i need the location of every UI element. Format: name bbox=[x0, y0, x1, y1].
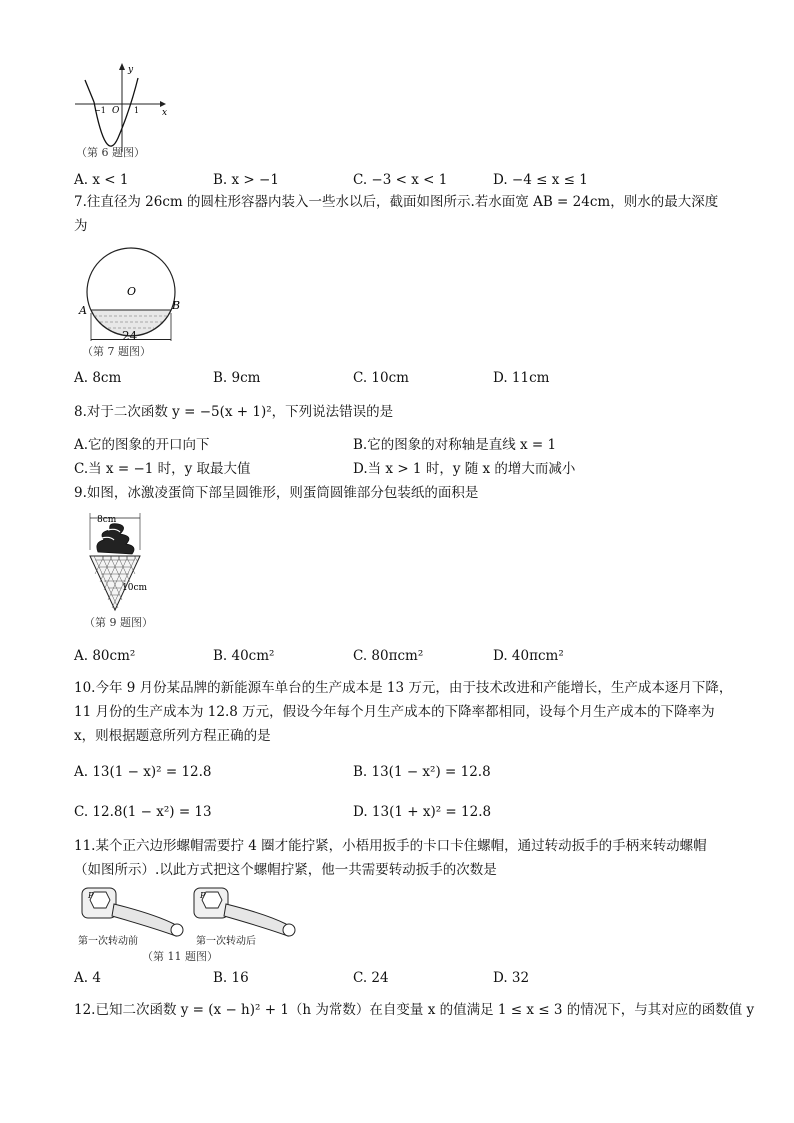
q6-label-one: 1 bbox=[134, 106, 140, 115]
q9-stem: 9.如图，冰激凌蛋筒下部呈圆锥形，则蛋筒圆锥部分包装纸的面积是 bbox=[74, 485, 479, 501]
q8-option-c: C.当 x = −1 时，y 取最大值 bbox=[74, 461, 251, 477]
q6-y-arrow bbox=[119, 63, 125, 70]
q6-label-x: x bbox=[162, 108, 168, 118]
q7-option-b: B. 9cm bbox=[213, 370, 261, 386]
q11-wrench-right bbox=[194, 888, 295, 936]
q11-stem-line2: （如图所示）.以此方式把这个螺帽拧紧，他一共需要转动扳手的次数是 bbox=[74, 862, 497, 878]
q7-label-b: B bbox=[172, 299, 181, 312]
q12-stem: 12.已知二次函数 y = (x − h)² + 1（h 为常数）在自变量 x 的值满足 1 ≤ x ≤ 3 的情况下，与其对应的函数值 y bbox=[74, 1002, 755, 1018]
q7-option-c: C. 10cm bbox=[353, 370, 409, 386]
q8-option-d: D.当 x > 1 时，y 随 x 的增大而减小 bbox=[353, 461, 576, 477]
q6-caption: （第 6 题图） bbox=[76, 146, 145, 159]
q11-option-a: A. 4 bbox=[74, 970, 101, 986]
q11-label-p-right: P bbox=[200, 891, 206, 900]
q6-label-y: y bbox=[128, 65, 134, 75]
q9-label-side: 10cm bbox=[122, 583, 148, 593]
q6-x-arrow bbox=[160, 101, 166, 107]
q9-figure bbox=[80, 510, 180, 635]
q10-option-c: C. 12.8(1 − x²) = 13 bbox=[74, 804, 212, 820]
q9-cone-figure bbox=[80, 510, 180, 620]
q7-caption: （第 7 题图） bbox=[82, 345, 151, 358]
q9-caption: （第 9 题图） bbox=[84, 616, 153, 629]
q9-ice-cream bbox=[97, 524, 134, 554]
q7-figure bbox=[74, 243, 194, 361]
q11-label-after: 第一次转动后 bbox=[196, 936, 256, 947]
q6-option-d: D. −4 ≤ x ≤ 1 bbox=[493, 172, 588, 188]
q11-option-b: B. 16 bbox=[213, 970, 249, 986]
q11-stem-line1: 11.某个正六边形螺帽需要拧 4 圈才能拧紧，小梧用扳手的卡口卡住螺帽，通过转动扳手的手柄来转动螺帽 bbox=[74, 838, 707, 854]
q9-label-top: 8cm bbox=[97, 515, 117, 525]
q6-option-a: A. x < 1 bbox=[74, 172, 129, 188]
q8-option-a: A.它的图象的开口向下 bbox=[74, 437, 210, 453]
q6-label-o: O bbox=[112, 106, 120, 116]
q8-stem: 8.对于二次函数 y = −5(x + 1)²，下列说法错误的是 bbox=[74, 404, 394, 420]
q10-stem-line3: x，则根据题意所列方程正确的是 bbox=[74, 728, 271, 744]
q10-stem-line1: 10.今年 9 月份某品牌的新能源车单台的生产成本是 13 万元，由于技术改进和产能增长，生产成本逐月下降， bbox=[74, 680, 733, 696]
q11-label-before: 第一次转动前 bbox=[78, 936, 138, 947]
q11-label-p-left: P bbox=[88, 891, 94, 900]
q10-option-a: A. 13(1 − x)² = 12.8 bbox=[74, 764, 212, 780]
q6-figure bbox=[70, 60, 170, 165]
q6-parabola-left bbox=[85, 80, 94, 102]
q11-option-d: D. 32 bbox=[493, 970, 530, 986]
q9-option-c: C. 80πcm² bbox=[353, 648, 424, 664]
q7-label-o: O bbox=[127, 285, 137, 298]
q11-figure bbox=[74, 884, 306, 966]
q11-option-c: C. 24 bbox=[353, 970, 389, 986]
q9-option-a: A. 80cm² bbox=[74, 648, 136, 664]
q7-label-a: A bbox=[79, 304, 87, 317]
q6-option-b: B. x > −1 bbox=[213, 172, 279, 188]
q10-option-d: D. 13(1 + x)² = 12.8 bbox=[353, 804, 492, 820]
q7-option-a: A. 8cm bbox=[74, 370, 122, 386]
q9-option-d: D. 40πcm² bbox=[493, 648, 564, 664]
q11-wrench-left bbox=[82, 888, 183, 936]
q7-label-width: 24 bbox=[122, 329, 138, 343]
q11-caption: （第 11 题图） bbox=[142, 950, 218, 963]
q10-stem-line2: 11 月份的生产成本为 12.8 万元，假设今年每个月生产成本的下降率都相同，设每个月生产成本的下降率为 bbox=[74, 704, 715, 720]
q10-option-b: B. 13(1 − x²) = 12.8 bbox=[353, 764, 491, 780]
q7-stem-line2: 为 bbox=[74, 218, 88, 234]
q6-option-c: C. −3 < x < 1 bbox=[353, 172, 448, 188]
q6-label-neg1: −1 bbox=[94, 106, 106, 115]
q7-option-d: D. 11cm bbox=[493, 370, 550, 386]
q7-circle-figure bbox=[74, 243, 194, 343]
q9-option-b: B. 40cm² bbox=[213, 648, 275, 664]
q8-option-b: B.它的图象的对称轴是直线 x = 1 bbox=[353, 437, 557, 453]
q7-stem-line1: 7.往直径为 26cm 的圆柱形容器内装入一些水以后，截面如图所示.若水面宽 AB = 24cm，则水的最大深度 bbox=[74, 194, 719, 210]
